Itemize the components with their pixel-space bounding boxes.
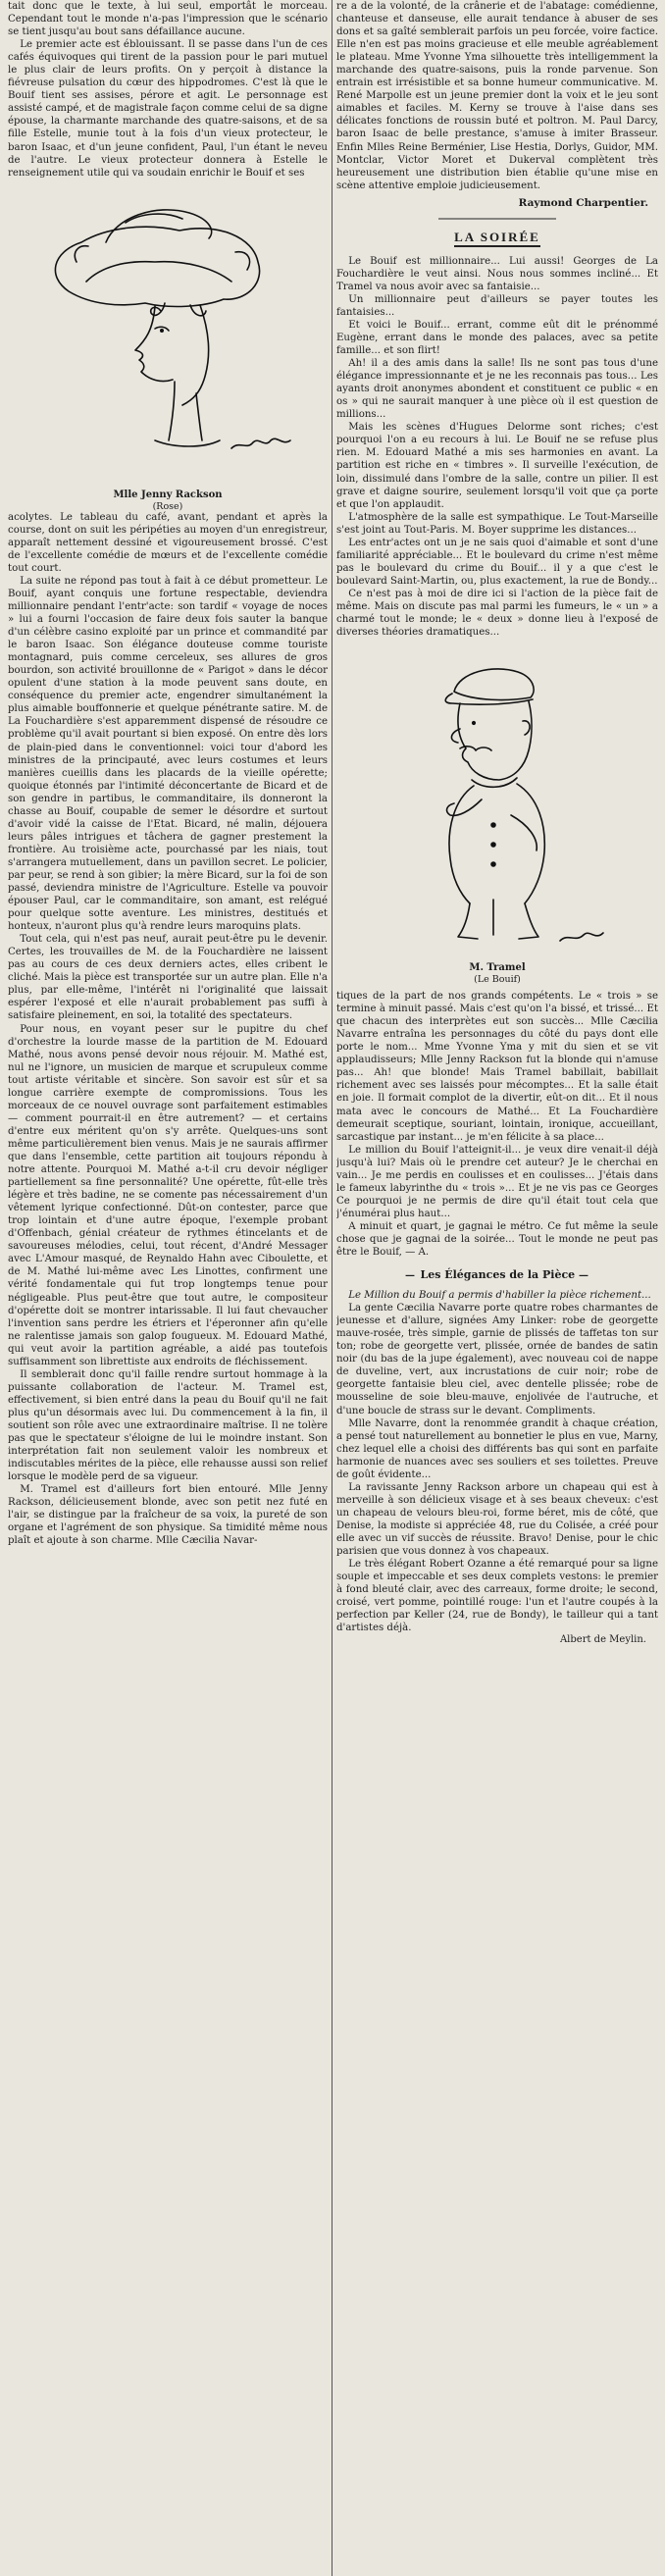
section-heading-soiree bbox=[336, 230, 658, 245]
author-signature: Raymond Charpentier. bbox=[518, 196, 648, 209]
heading-text: LA SOIRÉE bbox=[454, 230, 540, 247]
closing-signature: Albert de Meylin. bbox=[559, 1634, 646, 1646]
elegances-paragraph: La ravissante Jenny Rackson arbore un chapeau qui est à merveille à son délicieux visage et à ses beaux cheveux: c'est un chapeau de velours bleu-roi, forme béret, mis de côté, que Denise, la modiste si appréciée 48, rue du Colisée, a créé pour elle avec un vif succès de réussite. Bravo! Denise, pour le chic parisien que vous donnez à vos chapeaux. bbox=[336, 1481, 658, 1558]
review-paragraph: Pour nous, en voyant peser sur le pupitre du chef d'orchestre la lourde masse de la partition de M. Edouard Mathé, nous avons pensé devoir nous réjouir. M. Mathé est, nul ne l'ignore, un musicien de marque et scrupuleux comme tout artiste véritable et sincère. Son savoir est sûr et sa longue carrière exempte de compromissions. Tous les morceaux de ce nouvel ouvrage sont parfaitement estimables — comment pourrait-il en être autrement? — et certains d'entre eux méritent qu'on s'y arrête. Quelques-uns sont même particulièrement bien venus. Mais je ne saurais affirmer que dans l'ensemble, cette partition ait toujours répondu à notre attente. Pourquoi M. Mathé a-t-il cru devoir négliger partiellement sa fine personnalité? Une opérette, fût-elle très légère et très badine, ne se comente pas nécessairement d'un vêtement lyrique confectionné. Dût-on contester, parce que trop lointain et d'une autre époque, l'exemple probant d'Offenbach, génial créateur de rythmes étincelants et de savoureuses mélodies, celui, tout récent, d'André Messager avec L'Amour masqué, de Reynaldo Hahn avec Ciboulette, et de M. Mathé lui-même avec Les Linottes, confirment une vérité fondamentale qui fut trop longtemps tenue pour négligeable. Plus peut-être que tout autre, le compositeur d'opérette doit se montrer intarissable. Il lui faut chevaucher l'invention sans perdre les étriers et l'éperonner afin qu'elle ne ralentisse jamais son galop fougueux. M. Edouard Mathé, qui veut avoir la partition agréable, a aidé pas toutefois suffisamment son librettiste aux endroits de fléchissement. bbox=[8, 1023, 328, 1367]
right-column bbox=[336, 0, 658, 2576]
soiree-paragraph: Ah! il a des amis dans la salle! Ils ne sont pas tous d'une élégance impressionnante et je ne les reconnais pas tous... Les ayants droit anonymes abondent et constituent ce public « en os » qui ne saurait manquer à une pièce où il est question de millions... bbox=[336, 358, 658, 421]
elegances-paragraph: La gente Cæcilia Navarre porte quatre robes charmantes de jeunesse et d'allure, signées Amy Linker: robe de georgette mauve-rosée, très simple, garnie de plissés de taffetas ton sur ton; robe de georgette vert, plissée, ornée de bandes de satin noir (du bas de la jupe également), avec nouveau coi de nappe de duveline, vert, aux incrustations de cuir noir; robe de georgette fantaisie bleu ciel, avec dentelle plissée; robe de mousseline de soie bleu-mauve, enjolivée de l'autruche, et d'une boucle de strass sur le devant. Compliments. bbox=[336, 1303, 658, 1417]
caricature-drawing bbox=[336, 643, 658, 958]
heading-ornament: — bbox=[405, 1270, 421, 1282]
figure-caption bbox=[336, 962, 658, 986]
soiree-paragraph: Le million du Bouif l'atteignit-il... je veux dire venait-il déjà jusqu'à lui? Mais où le prendre cet auteur? Je le cherchai en vain... Je me perdis en coulisses et en coulisses... J'étais dans le fameux labyrinthe du « trois »... Et je ne vis pas ce Georges Ce pourquoi je ne permis de dire qu'il était tout cela que j'énumérai plus haut... bbox=[336, 1144, 658, 1219]
soiree-paragraph: L'atmosphère de la salle est sympathique. Le Tout-Marseille s'est joint au Tout-Paris. M. Boyer supprime les distances... bbox=[336, 511, 658, 536]
review-paragraph: M. Tramel est d'ailleurs fort bien entouré. Mlle Jenny Rackson, délicieusement blonde, avec son petit nez futé en l'air, se distingue par la fraîcheur de sa voix, la pureté de son organe et l'agrément de son physique. Sa timidité même nous plaît et ajoute à son charme. Mlle Cæcilia Navar- bbox=[8, 1484, 328, 1547]
heading-ornament: — bbox=[578, 1270, 589, 1282]
left-column bbox=[8, 0, 328, 2576]
section-divider bbox=[438, 216, 556, 222]
soiree-paragraph: Et voici le Bouif... errant, comme eût dit le prénommé Eugène, errant dans le monde des palaces, avec sa petite famille... et son flirt! bbox=[336, 319, 658, 357]
soiree-paragraph: Un millionnaire peut d'ailleurs se payer toutes les fantaisies... bbox=[336, 293, 658, 318]
soiree-paragraph: Mais les scènes d'Hugues Delorme sont riches; c'est pourquoi l'on a eu recours à lui. Le Bouif ne se refuse plus rien. M. Edouard Mathé a mis ses harmonies en avant. La partition est riche en « timbres ». Il surveille l'exécution, de loin, dissimulé dans l'ombre de la salle, contre un pilier. Il est grave et daigne sourire, seulement lorsqu'il voit que ça porte et que l'on applaudit. bbox=[336, 422, 658, 510]
review-paragraph: acolytes. Le tableau du café, avant, pendant et après la course, dont on suit les péripéties au moyen d'un enregistreur, apparaît nettement dessiné et vigoureusement brossé. C'est de l'excellente comédie de mœurs et de l'excellente comédie tout court. bbox=[8, 511, 328, 574]
caption-role: (Le Bouif) bbox=[474, 974, 521, 986]
review-paragraph: Il semblerait donc qu'il faille rendre surtout hommage à la puissante collaboration de l'acteur. M. Tramel est, effectivement, si bien entré dans la peau du Bouif qu'il ne fait plus qu'un désormais avec lui. Du commencement à la fin, il soutient son rôle avec une extraordinaire maîtrise. Il ne tolère pas que le spectateur s'éloigne de lui le moindre instant. Son interprétation fait non seulement valoir les nombreux et indiscutables mérites de la pièce, elle rehausse aussi son relief lorsque le modèle perd de sa vigueur. bbox=[8, 1368, 328, 1483]
soiree-paragraph: Les entr'actes ont un je ne sais quoi d'aimable et sont d'une familiarité appréciable... Et le boulevard du crime n'est même pas le boulevard du crime du Bouif... il y a que c'est le boulevard Saint-Martin, ou, plus exactement, la rue de Bondy... bbox=[336, 537, 658, 587]
heading-text: Les Élégances de la Pièce bbox=[420, 1268, 576, 1282]
elegances-paragraph: Le Million du Bouif a permis d'habiller la pièce richement... bbox=[348, 1290, 651, 1302]
figure-caption bbox=[8, 489, 328, 513]
review-paragraph: La suite ne répond pas tout à fait à ce début prometteur. Le Bouif, ayant conquis une fortune respectable, deviendra millionnaire pendant l'entr'acte: son tardif « voyage de noces » lui a fourni l'occasion de faire deux fois sauter la banque d'un célèbre casino exploité par un prince et commandité par le baron Isaac. Son élégance douteuse comme touriste montagnard, puis comme cerceleux, ses allures de gros bourdon, son activité brouillonne de « Parigot » dans le décor opulent d'une station à la mode peuvent sans doute, en conséquence du premier acte, engendrer simultanément la plus aimable bouffonnerie et quelque pénétrante satire. M. de La Fouchardière s'est apparemment dispensé de résoudre ce problème qu'il avait pourtant si bien exposé. On entre dès lors de plain-pied dans le conventionnel: voici tour d'abord les ministres de la principauté, avec leurs costumes et leurs manières cueillis dans les placards de la vieille opérette; quoique étonnés par l'intimité déconcertante de Bicard et de son gendre in partibus, le commanditaire, ils donneront la chasse au Bouif, coupable de semer le désordre et surtout d'avoir vidé la caisse de l'Etat. Bicard, né malin, déjouera leurs pâles intrigues et tâchera de gagner prestement la frontière. Au troisième acte, pourchassé par les niais, tout s'arrangera mutuellement, dans un pavillon secret. Le policier, par peur, se rend à son gibier; la mère Bicard, sur la foi de son passé, deviendra ministre de l'Agriculture. Estelle va pouvoir épouser Paul, car le commanditaire, son amant, est relégué pour quelque sotte aventure. Les ministres, destitués et honteux, n'auront plus qu'à rendre leurs maroquins plats. bbox=[8, 575, 328, 933]
tramel-caricature bbox=[336, 643, 658, 986]
soiree-paragraph: tiques de la part de nos grands compétents. Le « trois » se termine à minuit passé. Mais c'est qu'on l'a bissé, et trissé... Et que chacun des interprètes eut son succès... Mlle Cæcilia Navarre entraîna les personnages du côté du pays dont elle porte le nom... Mme Yvonne Yma y mit du sien et se vit applaudisseurs; Mlle Jenny Rackson fut la blonde qui n'amuse pas... Ah! que blonde! Mais Tramel babillait, babillait richement avec ses laissés pour mécomptes... Et la salle était en joie. Il formait complot de la divertir, eût-on dit... Et il nous mata avec le concours de Mathé... Et La Fouchardière demeurait sceptique, souriant, lointain, ironique, accueillant, sarcastique par instant... je m'en félicite à sa place... bbox=[336, 991, 658, 1143]
review-paragraph: re a de la volonté, de la crânerie et de l'abatage: comédienne, chanteuse et danseuse, elle aurait tendance à abuser de ses dons et sa gaîté semblerait parfois un peu forcée, voire factice. Elle n'en est pas moins gracieuse et elle meuble agréablement le plateau. Mme Yvonne Yma silhouette très intelligemment la marchande des quatre-saisons, puis la ronde parvenue. Son entrain est irrésistible et sa bonne humeur communicative. M. René Marpolle est un jeune premier dont la voix et le jeu sont aimables et faciles. M. Kerny se trouve à l'aise dans ses délicates fonctions de roussin buté et poltron. M. Paul Darcy, baron Isaac de belle prestance, s'amuse à imiter Brasseur. Enfin Mlles Reine Berménier, Lise Hestia, Dorlys, Guidor, MM. Montclar, Victor Moret et Dukerval complètent très heureusement une distribution bien établie qu'une mise en scène attentive emploie judicieusement. bbox=[336, 1, 658, 191]
caption-name: Mlle Jenny Rackson bbox=[113, 489, 223, 500]
review-paragraph: tait donc que le texte, à lui seul, emportât le morceau. Cependant tout le monde n'a-pas l'impression que le scénario se tient jusqu'au bout sans défaillance aucune. bbox=[8, 1, 328, 38]
jenny-rackson-caricature bbox=[8, 183, 328, 512]
elegances-paragraph: Mlle Navarre, dont la renommée grandit à chaque création, a pensé tout naturellement au bonnetier le plus en vue, Marny, chez lequel elle a choisi des différents bas qui sont en parfaite harmonie de nuances avec ses souliers et ses toilettes. Preuve de goût évidente... bbox=[336, 1417, 658, 1480]
elegances-paragraph: Le très élégant Robert Ozanne a été remarqué pour sa ligne souple et impeccable et ses deux complets vestons: le premier à fond bleuté clair, avec des carreaux, forme droite; le second, croisé, vert pomme, pointillé rouge: l'un et l'autre coupés à la perfection par Keller (24, rue de Bondy), le tailleur qui a tant d'artistes déjà. bbox=[336, 1559, 658, 1634]
soiree-paragraph: Ce n'est pas à moi de dire ici si l'action de la pièce fait de même. Mais on discute pas mal parmi les fumeurs, le « un » a charmé tout le monde; le « deux » donne lieu à l'exposé de diverses théories dramatiques... bbox=[336, 588, 658, 639]
section-heading-elegances bbox=[336, 1268, 658, 1281]
caricature-drawing bbox=[8, 183, 328, 486]
soiree-paragraph: Le Bouif est millionnaire... Lui aussi! Georges de La Fouchardière le veut ainsi. Nous nous sommes incliné... Et Tramel va nous avoir avec sa fantaisie... bbox=[336, 255, 658, 292]
caption-name: M. Tramel bbox=[469, 962, 526, 974]
soiree-paragraph: A minuit et quart, je gagnai le métro. Ce fut même la seule chose que je gagnai de la soirée... Tout le monde ne peut pas être le Bouif, — A. bbox=[336, 1220, 658, 1259]
caption-role: (Rose) bbox=[152, 500, 183, 512]
review-paragraph: Le premier acte est éblouissant. Il se passe dans l'un de ces cafés équivoques qui tirent de la passion pour le pari mutuel le plus clair de leurs profits. On y perçoit à distance la fiévreuse pulsation du cœur des hippodromes. C'est là que le Bouif tient ses assises, pérore et agit. Le personnage est assisté campé, et de magistrale façon comme celui de sa digne épouse, la charmante marchande des quatre-saisons, et de sa fille Estelle, munie tout à la fois d'un vieux protecteur, le baron Isaac, et d'un jeune confident, Paul, l'un étant le neveu de l'autre. Le vieux protecteur donnera à Estelle le renseignement utile qui va soudain enrichir le Bouif et ses bbox=[8, 39, 328, 179]
review-paragraph: Tout cela, qui n'est pas neuf, aurait peut-être pu le devenir. Certes, les trouvailles de M. de la Fouchardière ne laissent pas au cours de ces deux derniers actes, elles cribent le cliché. Mais la pièce est transportée sur un autre plan. Elle n'a plus, par elle-même, l'intérêt ni l'originalité que laissait espérer l'exposé et elle n'aurait probablement pas suffi à satisfaire pleinement, en soi, la totalité des spectateurs. bbox=[8, 934, 328, 1022]
